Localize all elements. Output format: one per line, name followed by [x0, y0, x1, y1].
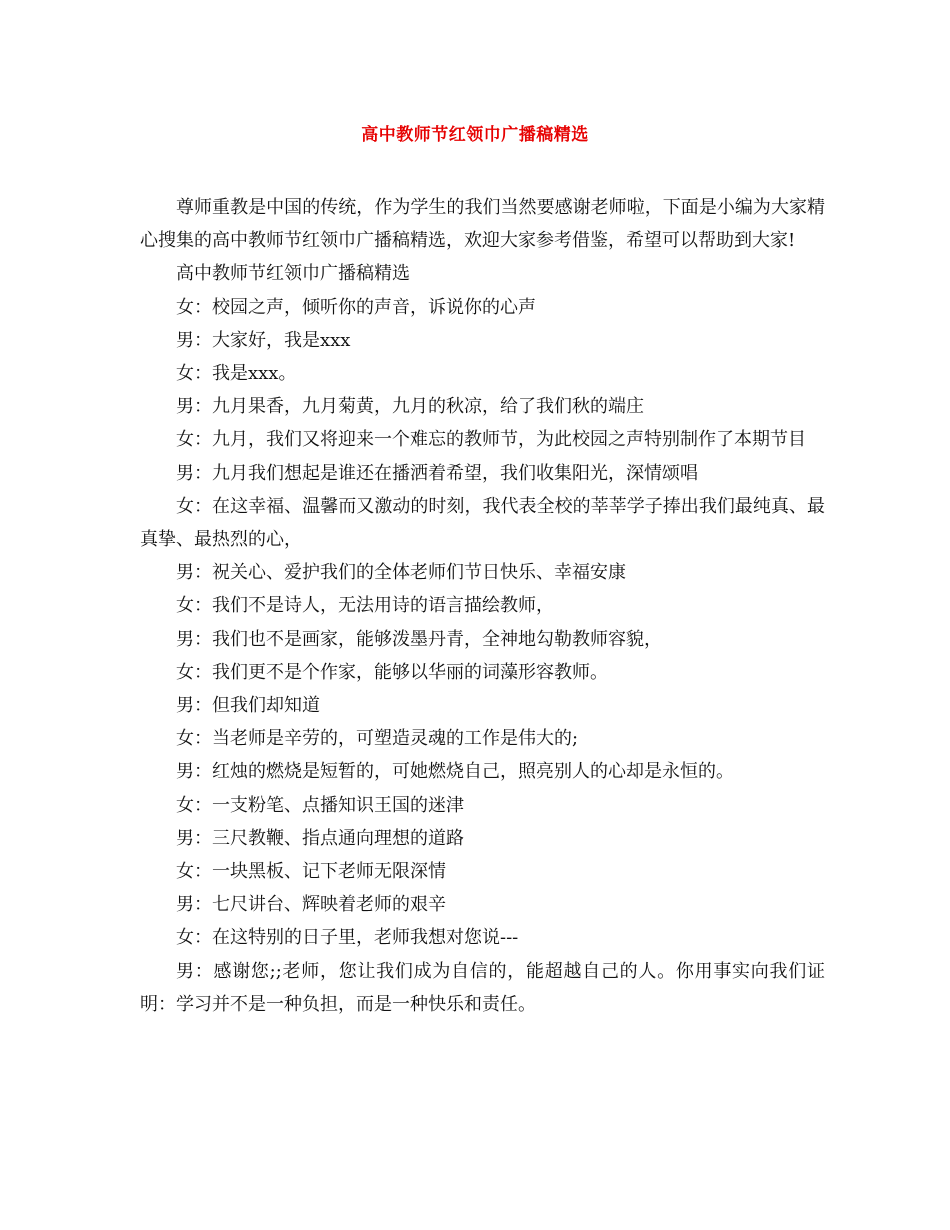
paragraph-intro: 尊师重教是中国的传统，作为学生的我们当然要感谢老师啦，下面是小编为大家精心搜集的高中教师节红领巾广播稿精选，欢迎大家参考借鉴，希望可以帮助到大家!	[140, 197, 825, 252]
document-body	[140, 191, 825, 1021]
dialogue-line: 男：我们也不是画家，能够泼墨丹青，全神地勾勒教师容貌，	[176, 628, 662, 650]
dialogue-line: 女：一块黑板、记下老师无限深情	[176, 861, 446, 883]
dialogue-line: 男：九月果香，九月菊黄，九月的秋凉，给了我们秋的端庄	[176, 396, 644, 418]
dialogue-line: 女：一支粉笔、点播知识王国的迷津	[176, 794, 464, 816]
dialogue-line: 女：在这幸福、温馨而又激动的时刻，我代表全校的莘莘学子捧出我们最纯真、最真挚、最热烈的心，	[140, 495, 825, 551]
dialogue-line: 男：九月我们想起是谁还在播洒着希望，我们收集阳光，深情颂唱	[176, 462, 698, 484]
dialogue-line: 女：我们更不是个作家，能够以华丽的词藻形容教师。	[176, 661, 608, 683]
dialogue-line: 女：当老师是辛劳的，可塑造灵魂的工作是伟大的;	[176, 728, 579, 750]
dialogue-line: 女：九月，我们又将迎来一个难忘的教师节，为此校园之声特别制作了本期节目	[176, 429, 806, 451]
dialogue-line: 男：三尺教鞭、指点通向理想的道路	[176, 827, 464, 849]
dialogue-line: 男：七尺讲台、辉映着老师的艰辛	[176, 894, 446, 916]
dialogue-line: 男：大家好，我是xxx	[176, 329, 351, 351]
dialogue-line: 男：感谢您;;老师，您让我们成为自信的，能超越自己的人。你用事实向我们证明：学习并不是一种负担，而是一种快乐和责任。	[140, 960, 825, 1015]
dialogue-line: 女：校园之声，倾听你的声音，诉说你的心声	[176, 296, 536, 318]
document-title: 高中教师节红领巾广播稿精选	[361, 125, 589, 145]
dialogue-line: 男：红烛的燃烧是短暂的，可她燃烧自己，照亮别人的心却是永恒的。	[176, 761, 734, 783]
dialogue-line: 女：在这特别的日子里，老师我想对您说---	[176, 927, 519, 949]
dialogue-line: 女：我是xxx。	[176, 363, 297, 385]
paragraph-subtitle: 高中教师节红领巾广播稿精选	[176, 263, 410, 285]
dialogue-line: 男：祝关心、爱护我们的全体老师们节日快乐、幸福安康	[176, 562, 626, 584]
dialogue-line: 女：我们不是诗人，无法用诗的语言描绘教师，	[176, 595, 554, 617]
dialogue-line: 男：但我们却知道	[176, 695, 320, 717]
